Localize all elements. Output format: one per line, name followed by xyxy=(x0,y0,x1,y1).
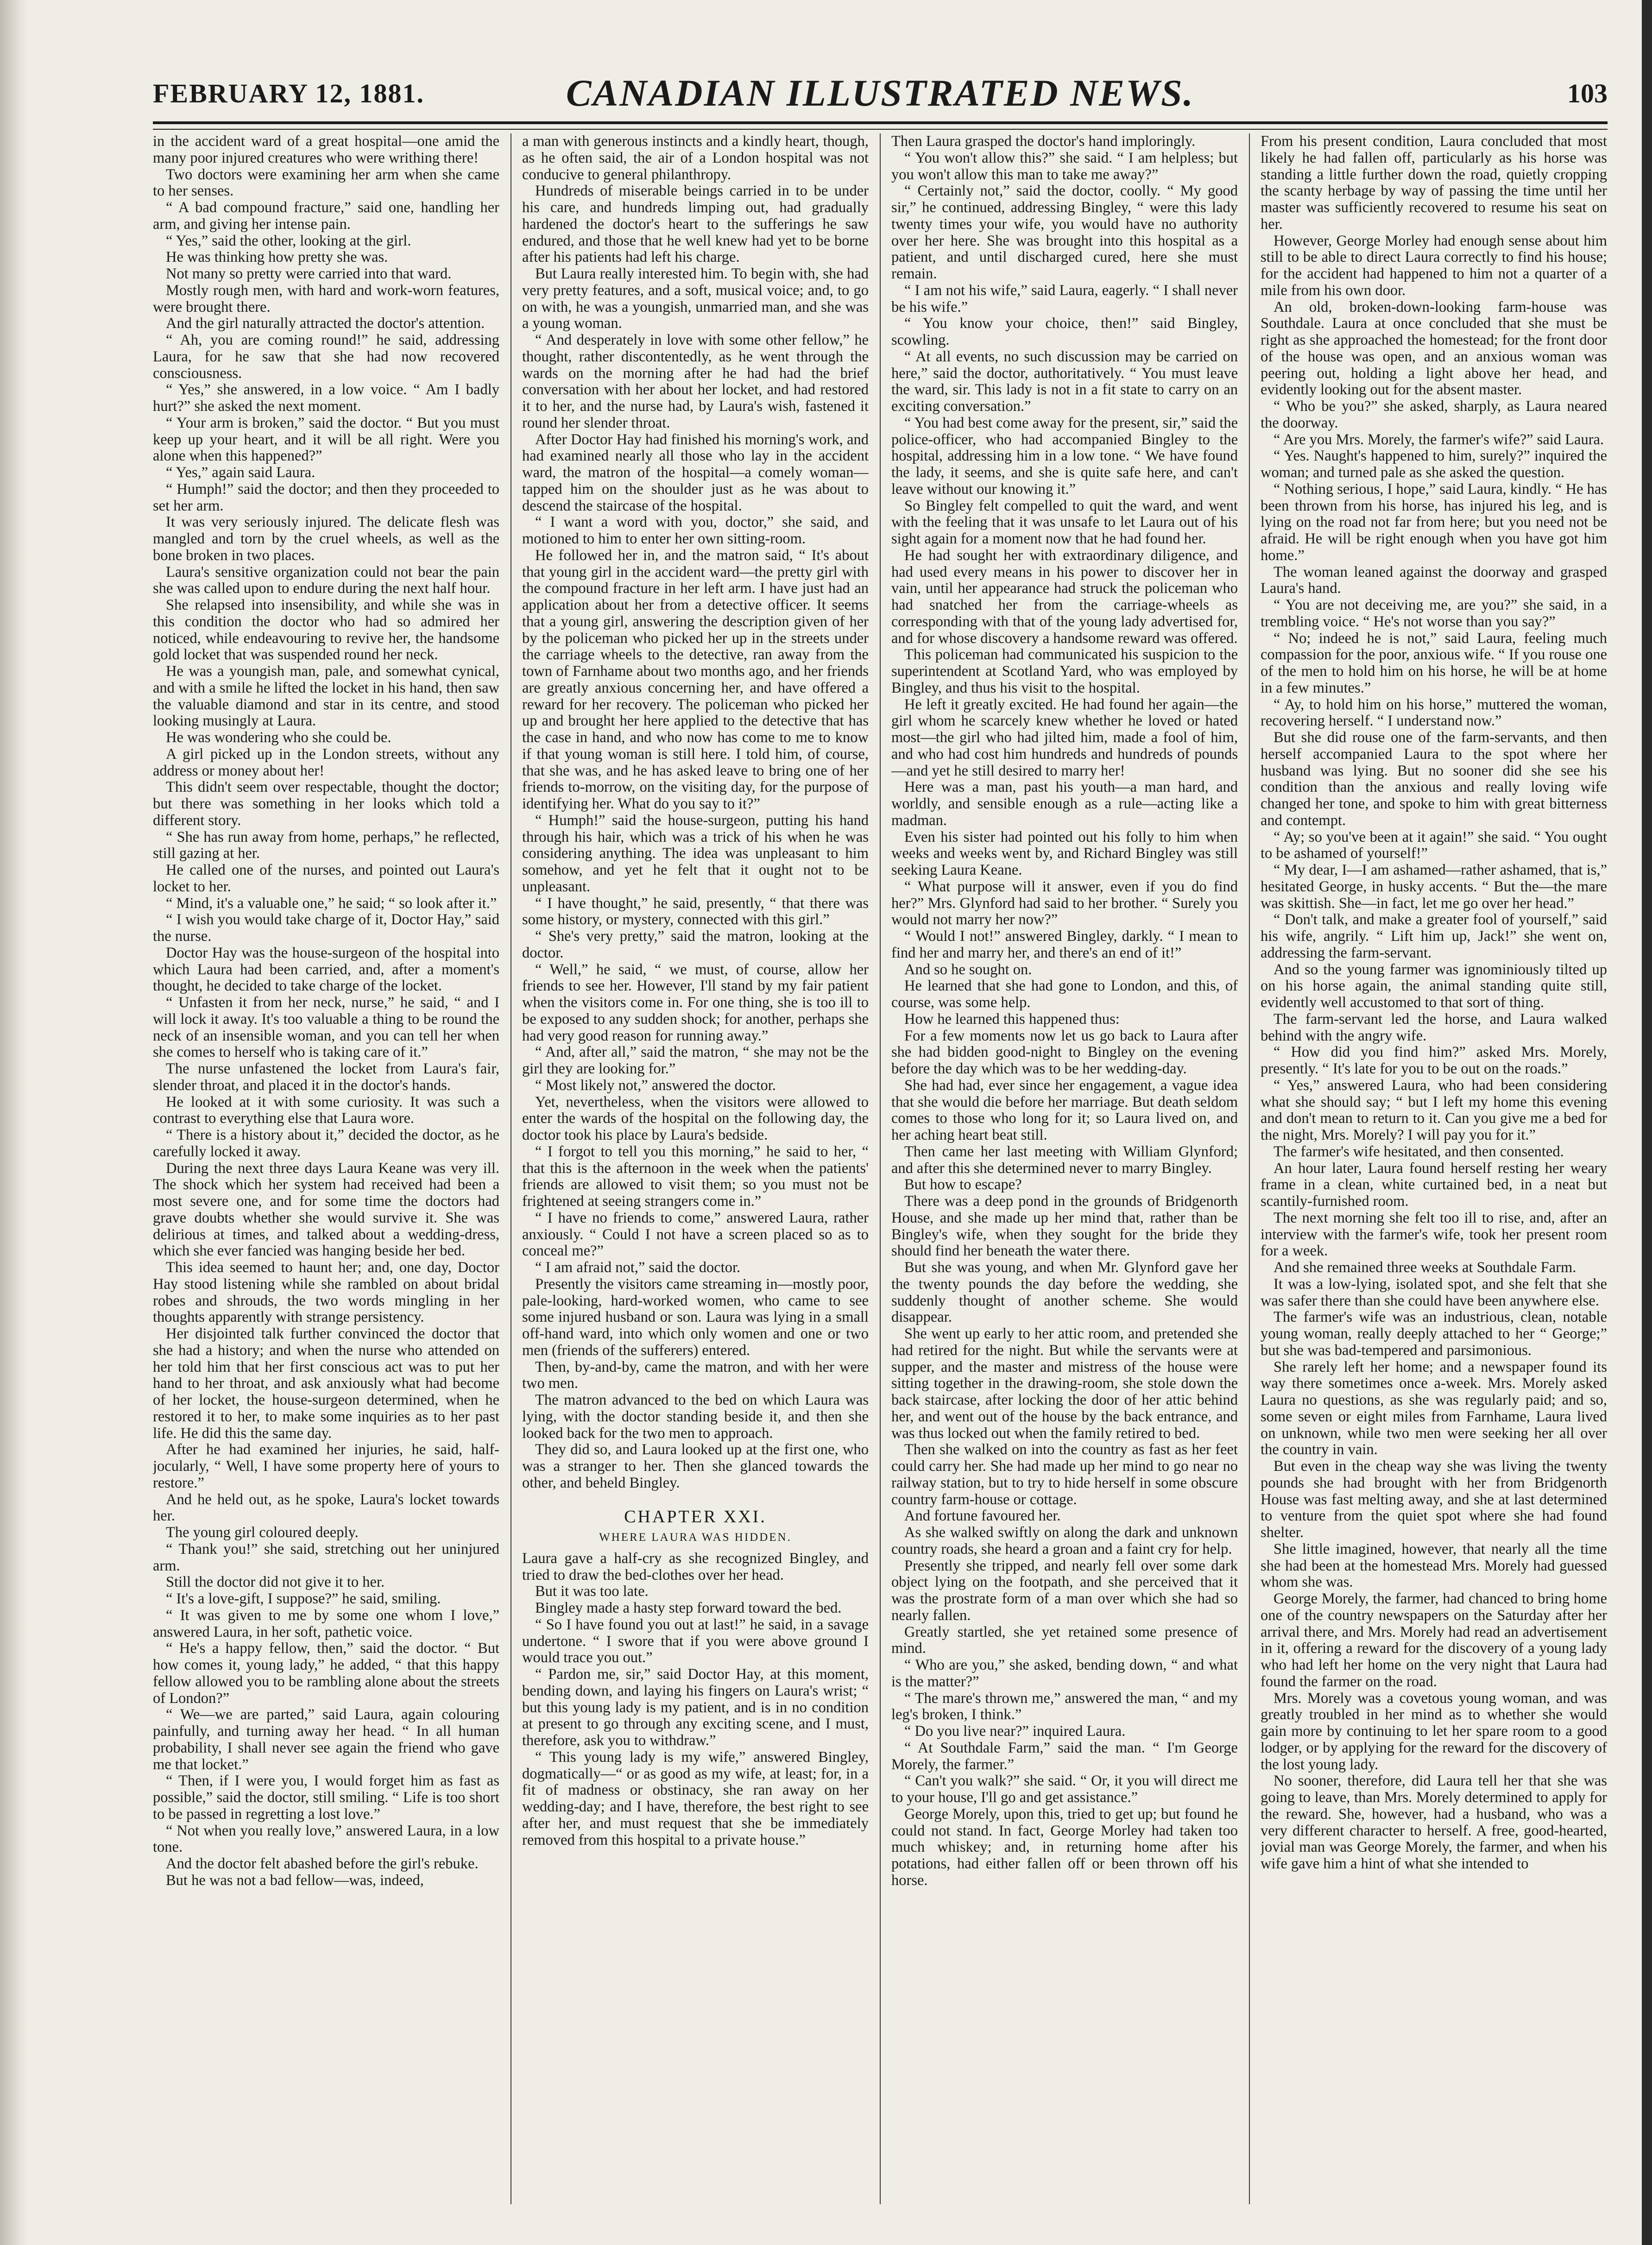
paragraph: “ Not when you really love,” answered Laura, in a low tone. xyxy=(153,1822,499,1856)
paragraph: And she remained three weeks at Southdale Farm. xyxy=(1274,1259,1576,1276)
paragraph: “ Mind, it's a valuable one,” he said; “ so look after it.” xyxy=(166,895,497,912)
paragraph: Mostly rough men, with hard and work-worn features, were brought there. xyxy=(153,282,499,315)
paragraph: Doctor Hay was the house-surgeon of the hospital into which Laura had been carried, and, after a moment's thought, he decided to take charge of the locket. xyxy=(153,944,499,995)
paragraph: Still the doctor did not give it to her. xyxy=(166,1574,385,1591)
paragraph: “ Humph!” said the house-surgeon, putting his hand through his hair, which was a trick of his when he was considering anything. The idea was unpleasant to him somehow, and yet he felt that it ought not to be unpleasant. xyxy=(522,812,869,895)
paragraph: Then she walked on into the country as fast as her feet could carry her. She had made up her mind to go near no railway station, but to try to hide herself in some obscure country farm-house or cottage. xyxy=(891,1441,1238,1508)
paragraph: “ It's a love-gift, I suppose?” he said, smiling. xyxy=(166,1590,441,1607)
paragraph: “ No; indeed he is not,” said Laura, feeling much compassion for the poor, anxious wife. “ If you rouse one of the men to hold him on his horse, he will be at home in a few minutes.” xyxy=(1261,630,1607,696)
scan-left-edge xyxy=(0,0,28,2245)
paragraph: But she did rouse one of the farm-servants, and then herself accompanied Laura to the spot where her husband was lying. But no sooner did she see his condition than the anxious and really loving wife changed her tone, and spoke to him with great bitterness and contempt. xyxy=(1261,729,1607,829)
paragraph: This policeman had communicated his suspicion to the superintendent at Scotland Yard, who was employed by Bingley, and thus his visit to the hospital. xyxy=(891,646,1238,696)
column-rule xyxy=(880,133,881,2204)
paragraph: “ Who be you?” she asked, sharply, as Laura neared the doorway. xyxy=(1261,398,1607,431)
paragraph: Laura gave a half-cry as she recognized Bingley, and tried to draw the bed-clothes over her head. xyxy=(522,1550,869,1583)
paragraph: in the accident ward of a great hospital—one amid the many poor injured creatures who were writhing there! xyxy=(153,133,499,166)
paragraph: Then, by-and-by, came the matron, and with her were two men. xyxy=(522,1358,869,1392)
paragraph: “ There is a history about it,” decided the doctor, as he carefully locked it away. xyxy=(153,1127,499,1160)
paragraph: Then Laura grasped the doctor's hand imploringly. xyxy=(891,133,1196,150)
paragraph: Then came her last meeting with William Glynford; and after this she determined never to marry Bingley. xyxy=(891,1143,1238,1177)
paragraph: A girl picked up in the London streets, without any address or money about her! xyxy=(153,745,499,779)
paragraph: “ At Southdale Farm,” said the man. “ I'm George Morely, the farmer.” xyxy=(891,1739,1238,1773)
paragraph: Mrs. Morely was a covetous young woman, and was greatly troubled in her mind as to whether she would gain more by continuing to let her spare room to a good lodger, or by applying for the reward for the discovery of the lost young lady. xyxy=(1261,1690,1607,1773)
paragraph: Two doctors were examining her arm when she came to her senses. xyxy=(153,166,499,200)
paragraph: He was thinking how pretty she was. xyxy=(166,249,388,266)
paragraph: How he learned this happened thus: xyxy=(904,1010,1120,1028)
paragraph: And so the young farmer was ignominiously tilted up on his horse again, the animal standing quite still, evidently well accustomed to that sort of thing. xyxy=(1261,961,1607,1011)
paragraph: Greatly startled, she yet retained some presence of mind. xyxy=(891,1623,1238,1657)
paragraph: “ She has run away from home, perhaps,” he reflected, still gazing at her. xyxy=(153,828,499,862)
paragraph: But he was not a bad fellow—was, indeed, xyxy=(166,1872,424,1889)
paragraph: For a few moments now let us go back to Laura after she had bidden good-night to Bingley on the evening before the day which was to be her wedding-day. xyxy=(891,1027,1238,1077)
paragraph: He learned that she had gone to London, and this, of course, was some help. xyxy=(891,977,1238,1011)
paragraph: And so he sought on. xyxy=(904,961,1032,978)
paragraph: This idea seemed to haunt her; and, one day, Doctor Hay stood listening while she rambled on about bridal robes and shrouds, the two words mingling in her thoughts apparently with strange persistency. xyxy=(153,1259,499,1326)
paragraph: “ Do you live near?” inquired Laura. xyxy=(904,1723,1126,1740)
article-columns xyxy=(153,133,1608,2209)
paragraph: “ And desperately in love with some other fellow,” he thought, rather discontentedly, as he went through the wards on the morning after he had had the brief conversation with her about her locket, and had restored it to her, and the nurse had, by Laura's wish, fastened it round her slender throat. xyxy=(522,332,869,431)
paragraph: During the next three days Laura Keane was very ill. The shock which her system had received had been a most severe one, and for some time the doctors had grave doubts whether she would survive it. She was delirious at times, and talked about a wedding-dress, which she ever fancied was hanging beside her bed. xyxy=(153,1160,499,1260)
paragraph: “ We—we are parted,” said Laura, again colouring painfully, and turning away her head. “ In all human probability, I shall never see again the friend who gave me that locket.” xyxy=(153,1706,499,1773)
paragraph: But it was too late. xyxy=(535,1583,649,1600)
paragraph: “ How did you find him?” asked Mrs. Morely, presently. “ It's late for you to be out on the roads.” xyxy=(1261,1044,1607,1077)
paragraph: “ You are not deceiving me, are you?” she said, in a trembling voice. “ He's not worse than you say?” xyxy=(1261,597,1607,630)
paragraph: There was a deep pond in the grounds of Bridgenorth House, and she made up her mind that, rather than be Bingley's wife, when they sought for the bride they should find her beneath the water there. xyxy=(891,1193,1238,1260)
paragraph: Even his sister had pointed out his folly to him when weeks and weeks went by, and Richard Bingley was still seeking Laura Keane. xyxy=(891,828,1238,878)
paragraph: “ I want a word with you, doctor,” she said, and motioned to him to enter her own sitting-room. xyxy=(522,514,869,547)
paragraph: “ I have thought,” he said, presently, “ that there was some history, or mystery, connected with this girl.” xyxy=(522,895,869,928)
paragraph: “ So I have found you out at last!” he said, in a savage undertone. “ I swore that if you were above ground I would trace you out.” xyxy=(522,1616,869,1666)
paragraph: “ Don't talk, and make a greater fool of yourself,” said his wife, angrily. “ Lift him up, Jack!” she went on, addressing the farm-servant. xyxy=(1261,911,1607,961)
paragraph: “ Can't you walk?” she said. “ Or, it you will direct me to your house, I'll go and get assistance.” xyxy=(891,1772,1238,1806)
paragraph: “ I am not his wife,” said Laura, eagerly. “ I shall never be his wife.” xyxy=(891,282,1238,315)
paragraph: “ Who are you,” she asked, bending down, “ and what is the matter?” xyxy=(891,1657,1238,1690)
paragraph: She had had, ever since her engagement, a vague idea that she would die before her marriage. But death seldom comes to those who long for it; so Laura lived on, and her aching heart beat still. xyxy=(891,1077,1238,1143)
paragraph: Not many so pretty were carried into that ward. xyxy=(166,265,452,282)
paragraph: The woman leaned against the doorway and grasped Laura's hand. xyxy=(1261,563,1607,597)
paragraph: As she walked swiftly on along the dark and unknown country roads, she heard a groan and a faint cry for help. xyxy=(891,1524,1238,1558)
column-3 xyxy=(891,133,1238,2209)
paragraph: Hundreds of miserable beings carried in to be under his care, and hundreds limping out, had gradually hardened the doctor's heart to the sufferings he saw endured, and those that he well knew had yet to be borne after his patients had left his charge. xyxy=(522,183,869,266)
paragraph: “ She's very pretty,” said the matron, looking at the doctor. xyxy=(522,928,869,961)
column-rule xyxy=(1249,133,1250,2204)
column-1 xyxy=(153,133,499,2209)
paragraph: Presently she tripped, and nearly fell over some dark object lying on the footpath, and she perceived that it was the prostrate form of a man over which she had so nearly fallen. xyxy=(891,1557,1238,1624)
paragraph: “ Yes. Naught's happened to him, surely?” inquired the woman; and turned pale as she asked the question. xyxy=(1261,448,1607,481)
paragraph: a man with generous instincts and a kindly heart, though, as he often said, the air of a London hospital was not conducive to general philanthropy. xyxy=(522,133,869,183)
paragraph: Yet, nevertheless, when the visitors were allowed to enter the wards of the hospital on the following day, the doctor took his place by Laura's bedside. xyxy=(522,1093,869,1143)
paragraph: An hour later, Laura found herself resting her weary frame in a clean, white curtained bed, in a neat but scantily-furnished room. xyxy=(1261,1160,1607,1210)
paragraph: And the doctor felt abashed before the girl's rebuke. xyxy=(166,1855,479,1872)
paragraph: “ Yes,” again said Laura. xyxy=(166,464,315,481)
paragraph: The young girl coloured deeply. xyxy=(166,1524,359,1541)
paragraph: “ At all events, no such discussion may be carried on here,” said the doctor, authoritatively. “ You must leave the ward, sir. This lady is not in a fit state to carry on an exciting conversation.” xyxy=(891,348,1238,415)
paragraph: “ Unfasten it from her neck, nurse,” he said, “ and I will lock it away. It's too valuable a thing to be round the neck of an insensible woman, and you can tell her when she comes to herself who is taking care of it.” xyxy=(153,994,499,1061)
paragraph: And fortune favoured her. xyxy=(904,1507,1061,1525)
publication-title: CANADIAN ILLUSTRATED NEWS. xyxy=(566,72,1195,114)
paragraph: He left it greatly excited. He had found her again—the girl whom he scarcely knew whether he loved or hated most—the girl who had jilted him, made a fool of him, and who had cost him hundreds and hundreds of pounds—and yet he still desired to marry her! xyxy=(891,696,1238,779)
paragraph: But Laura really interested him. To begin with, she had very pretty features, and a soft, musical voice; and, to go on with, he was a youngish, unmarried man, and she was a young woman. xyxy=(522,265,869,332)
paragraph: From his present condition, Laura concluded that most likely he had fallen off, particularly as his horse was standing a little further down the road, quietly cropping the scanty herbage by way of passing the time until her master was sufficiently recovered to resume his seat on her. xyxy=(1261,133,1607,233)
masthead xyxy=(153,69,1608,120)
column-2 xyxy=(522,133,869,2209)
paragraph: “ I wish you would take charge of it, Doctor Hay,” said the nurse. xyxy=(153,911,499,945)
paragraph: “ This young lady is my wife,” answered Bingley, dogmatically—“ or as good as my wife, at least; for, in a fit of madness or obstinacy, she ran away on her wedding-day; and I have, therefore, the best right to see after her, and must request that she be immediately removed from this hospital to a private house.” xyxy=(522,1748,869,1848)
paragraph: He had sought her with extraordinary diligence, and had used every means in his power to discover her in vain, until her appearance had struck the policeman who had snatched her from the carriage-wheels as corresponding with that of the young lady advertised for, and for whose discovery a handsome reward was offered. xyxy=(891,547,1238,647)
paragraph: “ Nothing serious, I hope,” said Laura, kindly. “ He has been thrown from his horse, has injured his leg, and is lying on the road not far from here; but you need not be afraid. He will be right enough when you have got him home.” xyxy=(1261,480,1607,564)
paragraph: It was very seriously injured. The delicate flesh was mangled and torn by the cruel wheels, as well as the bone broken in two places. xyxy=(153,514,499,564)
paragraph: “ Most likely not,” answered the doctor. xyxy=(535,1077,776,1094)
paragraph: “ It was given to me by some one whom I love,” answered Laura, in her soft, pathetic voice. xyxy=(153,1607,499,1640)
paragraph: But even in the cheap way she was living the twenty pounds she had brought with her from Bridgenorth House was fast melting away, and she at last determined to venture from the quiet spot where she had found shelter. xyxy=(1261,1458,1607,1541)
paragraph: “ And, after all,” said the matron, “ she may not be the girl they are looking for.” xyxy=(522,1044,869,1077)
paragraph: “ The mare's thrown me,” answered the man, “ and my leg's broken, I think.” xyxy=(891,1690,1238,1723)
paragraph: So Bingley felt compelled to quit the ward, and went with the feeling that it was unsafe to let Laura out of his sight again for a moment now that he had found her. xyxy=(891,497,1238,547)
paragraph: “ Well,” he said, “ we must, of course, allow her friends to see her. However, I'll stand by my fair patient when the visitors come in. For one thing, she is too ill to be exposed to any sudden shock; for another, perhaps she had very good reason for running away.” xyxy=(522,961,869,1044)
issue-date: FEBRUARY 12, 1881. xyxy=(153,78,425,108)
paragraph: “ My dear, I—I am ashamed—rather ashamed, that is,” hesitated George, in husky accents. “ But the—the mare was skittish. She—in fact, let me go over her head.” xyxy=(1261,862,1607,912)
paragraph: The farmer's wife was an industrious, clean, notable young woman, really deeply attached to her “ George;” but she was bad-tempered and parsimonious. xyxy=(1261,1309,1607,1359)
paragraph: But how to escape? xyxy=(904,1176,1022,1193)
page-number: 103 xyxy=(1567,78,1608,108)
paragraph: The nurse unfastened the locket from Laura's fair, slender throat, and placed it in the doctor's hands. xyxy=(153,1060,499,1094)
paragraph: He called one of the nurses, and pointed out Laura's locket to her. xyxy=(153,862,499,895)
paragraph: “ Yes,” said the other, looking at the girl. xyxy=(166,232,411,249)
scan-right-edge xyxy=(1642,0,1652,2245)
paragraph: “ Thank you!” she said, stretching out her uninjured arm. xyxy=(153,1540,499,1574)
paragraph: “ Are you Mrs. Morely, the farmer's wife?” said Laura. xyxy=(1274,431,1604,448)
paragraph: He was a youngish man, pale, and somewhat cynical, and with a smile he lifted the locket in his hand, then saw the valuable diamond and star in its centre, and stood looking musingly at Laura. xyxy=(153,663,499,730)
paragraph: And the girl naturally attracted the doctor's attention. xyxy=(166,315,485,332)
paragraph: “ You know your choice, then!” said Bingley, scowling. xyxy=(891,315,1238,348)
paragraph: Laura's sensitive organization could not bear the pain she was called upon to endure during the next half hour. xyxy=(153,563,499,597)
paragraph: He followed her in, and the matron said, “ It's about that young girl in the accident ward—the pretty girl with the compound fracture in her left arm. I have just had an application about her from a detective officer. It seems that a young girl, answering the description given of her by the policeman who picked her up in the streets under the carriage wheels to the detective, ran away from the town of Farnhame about two months ago, and her friends are greatly anxious concerning her, and have offered a reward for her recovery. The policeman who picked her up and brought her here applied to the detective that has the case in hand, and who now has come to me to know if that young woman is still here. I told him, of course, that she was, and he has asked leave to bring one of her friends to-morrow, on the visiting day, for the purpose of identifying her. What do you say to it?” xyxy=(522,547,869,812)
paragraph: She went up early to her attic room, and pretended she had retired for the night. But while the servants were at supper, and the master and mistress of the house were sitting together in the drawing-room, she stole down the back staircase, after locking the door of her attic behind her, and went out of the house by the back entrance, and was thus locked out when the family retired to bed. xyxy=(891,1325,1238,1442)
paragraph: Here was a man, past his youth—a man hard, and worldly, and sensible enough as a rule—acting like a madman. xyxy=(891,779,1238,829)
paragraph: Her disjointed talk further convinced the doctor that she had a history; and when the nurse who attended on her told him that her first conscious act was to put her hand to her throat, and ask anxiously what had become of her locket, the house-surgeon determined, when he restored it to her, to make some inquiries as to her past life. He did this the same day. xyxy=(153,1325,499,1442)
paragraph: He was wondering who she could be. xyxy=(166,729,391,746)
paragraph: She little imagined, however, that nearly all the time she had been at the homestead Mrs. Morely had guessed whom she was. xyxy=(1261,1540,1607,1591)
paragraph: “ Would I not!” answered Bingley, darkly. “ I mean to find her and marry her, and there's an end of it!” xyxy=(891,928,1238,961)
paragraph: “ I am afraid not,” said the doctor. xyxy=(535,1259,741,1276)
paragraph: “ Yes,” she answered, in a low voice. “ Am I badly hurt?” she asked the next moment. xyxy=(153,381,499,415)
paragraph: “ Ah, you are coming round!” he said, addressing Laura, for he saw that she had now recovered consciousness. xyxy=(153,332,499,382)
paragraph: “ Ay, to hold him on his horse,” muttered the woman, recovering herself. “ I understand now.” xyxy=(1261,696,1607,730)
paragraph: “ Your arm is broken,” said the doctor. “ But you must keep up your heart, and it will be all right. Were you alone when this happened?” xyxy=(153,414,499,465)
paragraph: “ Ay; so you've been at it again!” she said. “ You ought to be ashamed of yourself!” xyxy=(1261,828,1607,862)
paragraph: They did so, and Laura looked up at the first one, who was a stranger to her. Then she glanced towards the other, and beheld Bingley. xyxy=(522,1441,869,1491)
paragraph: “ Then, if I were you, I would forget him as fast as possible,” said the doctor, still smiling. “ Life is too short to be passed in regretting a lost love.” xyxy=(153,1772,499,1822)
paragraph: He looked at it with some curiosity. It was such a contrast to everything else that Laura wore. xyxy=(153,1093,499,1127)
paragraph: “ Certainly not,” said the doctor, coolly. “ My good sir,” he continued, addressing Bingley, “ were this lady twenty times your wife, you would have no authority over her here. She was brought into this hospital as a patient, and until discharged cured, here she must remain. xyxy=(891,183,1238,282)
paragraph: “ You had best come away for the present, sir,” said the police-officer, who had accompanied Bingley to the hospital, addressing him in a low tone. “ We have found the lady, it seems, and she is quite safe here, and can't leave without our knowing it.” xyxy=(891,414,1238,498)
paragraph: But she was young, and when Mr. Glynford gave her the twenty pounds the day before the wedding, she suddenly thought of another scheme. She would disappear. xyxy=(891,1259,1238,1326)
paragraph: George Morely, the farmer, had chanced to bring home one of the country newspapers on the Saturday after her arrival there, and Mrs. Morely had read an advertisement in it, offering a reward for the discovery of a young lady who had left her home on the very night that Laura had found the farmer on the road. xyxy=(1261,1590,1607,1690)
paragraph: The next morning she felt too ill to rise, and, after an interview with the farmer's wife, took her present room for a week. xyxy=(1261,1209,1607,1260)
paragraph: After he had examined her injuries, he said, half-jocularly, “ Well, I have some property here of yours to restore.” xyxy=(153,1441,499,1491)
paragraph: An old, broken-down-looking farm-house was Southdale. Laura at once concluded that she must be right as she approached the homestead; for the front door of the house was open, and an anxious woman was peering out, holding a light above her head, and evidently looking out for the absent master. xyxy=(1261,298,1607,398)
paragraph: Presently the visitors came streaming in—mostly poor, pale-looking, hard-worked women, who came to see some injured husband or son. Laura was lying in a small off-hand ward, into which only women and one or two men (friends of the sufferers) entered. xyxy=(522,1275,869,1359)
paragraph: “ Pardon me, sir,” said Doctor Hay, at this moment, bending down, and laying his fingers on Laura's wrist; “ but this young lady is my patient, and is in no condition at present to go through any exciting scene, and I must, therefore, ask you to withdraw.” xyxy=(522,1666,869,1749)
paragraph: The farmer's wife hesitated, and then consented. xyxy=(1274,1143,1564,1160)
paragraph: And he held out, as he spoke, Laura's locket towards her. xyxy=(153,1491,499,1525)
chapter-subheading: WHERE LAURA WAS HIDDEN. xyxy=(599,1531,792,1544)
chapter-heading: CHAPTER XXI. xyxy=(624,1507,767,1526)
paragraph: She relapsed into insensibility, and while she was in this condition the doctor who had so admired her noticed, while endeavouring to revive her, the handsome gold locket that was suspended round her neck. xyxy=(153,597,499,663)
paragraph: This didn't seem over respectable, thought the doctor; but there was something in her looks which told a different story. xyxy=(153,779,499,829)
paragraph: “ He's a happy fellow, then,” said the doctor. “ But how comes it, young lady,” he added, “ that this happy fellow allowed you to be rambling alone about the streets of London?” xyxy=(153,1640,499,1707)
paragraph: “ Yes,” answered Laura, who had been considering what she should say; “ but I left my home this evening and don't mean to return to it. Can you give me a bed for the night, Mrs. Morely? I will pay you for it.” xyxy=(1261,1077,1607,1143)
paragraph: She rarely left her home; and a newspaper found its way there sometimes once a-week. Mrs. Morely asked Laura no questions, as she was regularly paid; and so, some seven or eight miles from Farnhame, Laura lived on unknown, while two men were seeking her all over the country in vain. xyxy=(1261,1358,1607,1458)
paragraph: No sooner, therefore, did Laura tell her that she was going to leave, than Mrs. Morely determined to apply for the reward. She, however, had a husband, who was a very different character to herself. A free, good-hearted, jovial man was George Morely, the farmer, and when his wife gave him a hint of what she intended to xyxy=(1261,1772,1607,1872)
paragraph: However, George Morley had enough sense about him still to be able to direct Laura correctly to find his house; for the accident had happened to him not a quarter of a mile from his own door. xyxy=(1261,232,1607,299)
paragraph: It was a low-lying, isolated spot, and she felt that she was safer there than she could have been anywhere else. xyxy=(1261,1275,1607,1309)
paragraph: “ I forgot to tell you this morning,” he said to her, “ that this is the afternoon in the week when the patients' friends are allowed to visit them; so you must not be frightened at seeing strangers come in.” xyxy=(522,1143,869,1210)
paragraph: “ A bad compound fracture,” said one, handling her arm, and giving her intense pain. xyxy=(153,199,499,233)
masthead-rule xyxy=(153,121,1608,130)
paragraph: George Morely, upon this, tried to get up; but found he could not stand. In fact, George Morley had taken too much whiskey; and, in returning home after his potations, had either fallen off or been thrown off his horse. xyxy=(891,1805,1238,1889)
paragraph: After Doctor Hay had finished his morning's work, and had examined nearly all those who lay in the accident ward, the matron of the hospital—a comely woman—tapped him on the shoulder just as he was about to descend the staircase of the hospital. xyxy=(522,431,869,514)
paragraph: “ What purpose will it answer, even if you do find her?” Mrs. Glynford had said to her brother. “ Surely you would not marry her now?” xyxy=(891,878,1238,928)
paragraph: “ I have no friends to come,” answered Laura, rather anxiously. “ Could I not have a screen placed so as to conceal me?” xyxy=(522,1209,869,1260)
paragraph: “ You won't allow this?” she said. “ I am helpless; but you won't allow this man to take me away?” xyxy=(891,149,1238,183)
paragraph: “ Humph!” said the doctor; and then they proceeded to set her arm. xyxy=(153,480,499,514)
column-4 xyxy=(1261,133,1607,2209)
newspaper-page xyxy=(153,69,1608,2219)
paragraph: Bingley made a hasty step forward toward the bed. xyxy=(535,1600,842,1617)
paragraph: The matron advanced to the bed on which Laura was lying, with the doctor standing beside it, and then she looked back for the two men to approach. xyxy=(522,1392,869,1442)
paragraph: The farm-servant led the horse, and Laura walked behind with the angry wife. xyxy=(1261,1010,1607,1044)
